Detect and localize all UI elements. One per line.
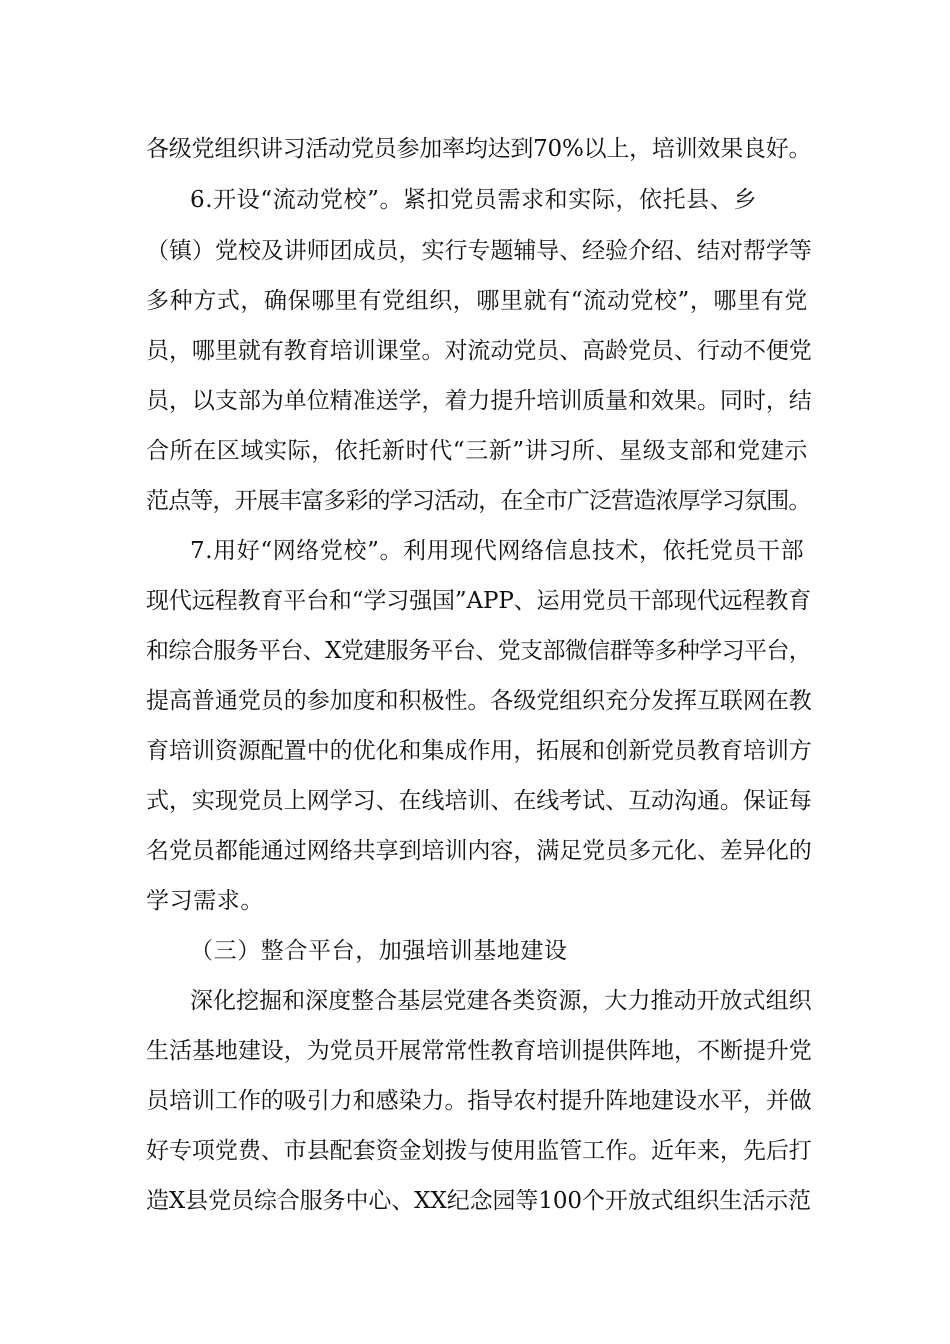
text-line: 员，哪里就有教育培训课堂。对流动党员、高龄党员、行动不便党 [146, 338, 812, 364]
text-line: 7.用好“网络党校”。利用现代网络信息技术，依托党员干部 [190, 538, 805, 564]
text-line: 生活基地建设，为党员开展常常性教育培训提供阵地，不断提升党 [146, 1038, 812, 1064]
text-line: 合所在区域实际，依托新时代“三新”讲习所、星级支部和党建示 [146, 438, 808, 464]
section-heading: （三）整合平台，加强培训基地建设 [190, 938, 568, 964]
text-line: （镇）党校及讲师团成员，实行专题辅导、经验介绍、结对帮学等 [146, 238, 812, 264]
text-line: 造X县党员综合服务中心、XX纪念园等100个开放式组织生活示范 [146, 1188, 811, 1214]
text-line: 提高普通党员的参加度和积极性。各级党组织充分发挥互联网在教 [146, 688, 812, 714]
text-line: 式，实现党员上网学习、在线培训、在线考试、互动沟通。保证每 [146, 788, 812, 814]
text-line: 各级党组织讲习活动党员参加率均达到70%以上，培训效果良好。 [146, 136, 812, 162]
text-line: 和综合服务平台、X党建服务平台、党支部微信群等多种学习平台， [146, 638, 812, 664]
text-line: 现代远程教育平台和“学习强国”APP、运用党员干部现代远程教育 [146, 588, 811, 614]
text-line: 员培训工作的吸引力和感染力。指导农村提升阵地建设水平，并做 [146, 1088, 812, 1114]
text-line: 6.开设“流动党校”。紧扣党员需求和实际，依托县、乡 [190, 187, 758, 213]
text-line: 好专项党费、市县配套资金划拨与使用监管工作。近年来，先后打 [146, 1138, 812, 1164]
text-line: 范点等，开展丰富多彩的学习活动，在全市广泛营造浓厚学习氛围。 [146, 488, 811, 514]
text-line: 员，以支部为单位精准送学，着力提升培训质量和效果。同时，结 [146, 388, 812, 414]
text-line: 深化挖掘和深度整合基层党建各类资源，大力推动开放式组织 [190, 988, 812, 1014]
text-line: 多种方式，确保哪里有党组织，哪里就有“流动党校”，哪里有党 [146, 288, 808, 314]
text-line: 学习需求。 [146, 888, 264, 914]
text-line: 名党员都能通过网络共享到培训内容，满足党员多元化、差异化的 [146, 838, 812, 864]
text-line: 育培训资源配置中的优化和集成作用，拓展和创新党员教育培训方 [146, 738, 812, 764]
